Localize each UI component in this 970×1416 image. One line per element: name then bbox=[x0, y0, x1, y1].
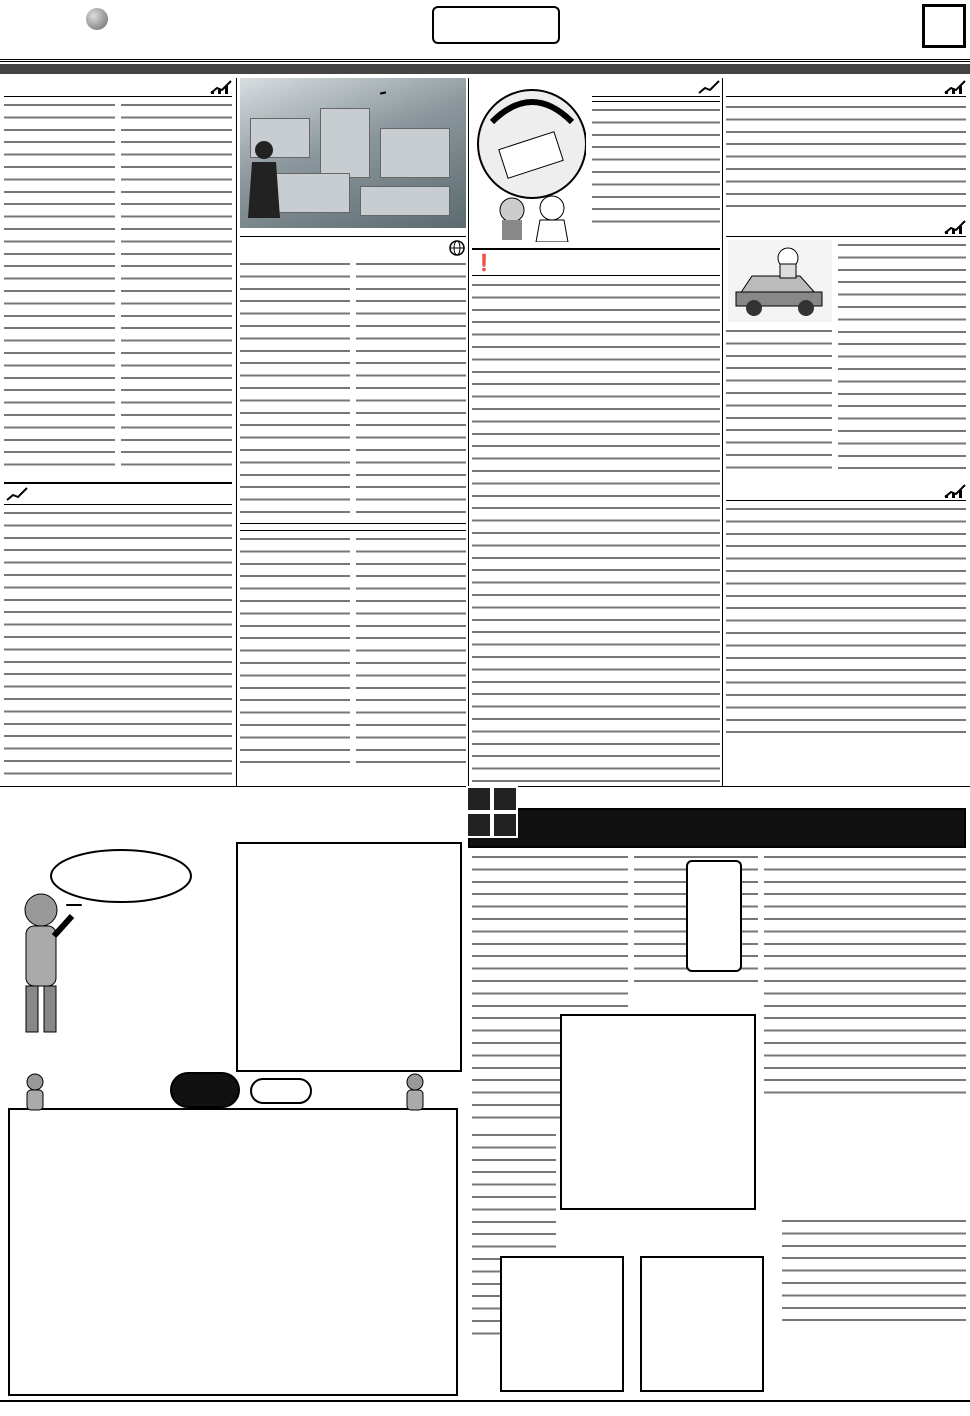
article-title[interactable] bbox=[726, 78, 966, 97]
article-body bbox=[4, 100, 115, 476]
solution-number-badge bbox=[170, 1072, 240, 1108]
article-body bbox=[726, 326, 832, 476]
article-body bbox=[4, 508, 232, 780]
globe-icon bbox=[86, 8, 108, 30]
logo-letter bbox=[492, 812, 518, 838]
solution-grid-normal bbox=[500, 1256, 624, 1392]
chart-icon bbox=[944, 484, 966, 498]
article-title[interactable] bbox=[240, 526, 466, 531]
exclamation-icon: ❗ bbox=[474, 253, 494, 272]
crossword-instructions bbox=[468, 808, 966, 848]
article-title[interactable] bbox=[472, 248, 720, 276]
page-header bbox=[0, 0, 970, 62]
article-body bbox=[356, 259, 466, 519]
logo-letter bbox=[492, 786, 518, 812]
article-body bbox=[240, 259, 350, 519]
chart-icon bbox=[944, 80, 966, 94]
crossword-grid[interactable] bbox=[560, 1014, 756, 1210]
article-body bbox=[121, 100, 232, 476]
article-title[interactable] bbox=[240, 232, 466, 237]
column-rule bbox=[722, 78, 723, 786]
article-body bbox=[726, 102, 966, 212]
article-title[interactable] bbox=[726, 218, 966, 237]
page-footer bbox=[0, 1400, 970, 1416]
mascot-small bbox=[400, 1072, 430, 1112]
page-number bbox=[922, 4, 966, 48]
crossword-badge bbox=[686, 860, 742, 972]
right-column bbox=[726, 78, 966, 786]
article-title[interactable] bbox=[4, 78, 232, 97]
cartoon-car-illustration bbox=[728, 240, 832, 322]
vertical-clue-block bbox=[782, 1216, 966, 1346]
solution-grid bbox=[8, 1108, 458, 1396]
chart-icon bbox=[944, 220, 966, 234]
column-rule bbox=[236, 78, 237, 786]
banner-strip bbox=[0, 64, 970, 74]
word-puzzle-grid[interactable] bbox=[236, 842, 462, 1072]
article-body bbox=[838, 240, 966, 476]
logo-letter bbox=[466, 786, 492, 812]
article-title[interactable] bbox=[726, 482, 966, 501]
grid-row-numbers bbox=[760, 1014, 774, 1210]
mascot-figure bbox=[6, 886, 76, 1046]
crossword-logo bbox=[466, 786, 530, 844]
chart-icon bbox=[698, 80, 720, 94]
word-puzzle-instructions bbox=[4, 790, 460, 842]
chart-icon bbox=[6, 487, 28, 501]
article-body bbox=[356, 534, 466, 766]
article-body bbox=[726, 504, 966, 736]
article-body bbox=[240, 534, 350, 766]
solution-grid-special bbox=[640, 1256, 764, 1392]
article-title[interactable] bbox=[592, 78, 720, 97]
left-middle-column bbox=[240, 232, 466, 786]
left-column bbox=[4, 78, 232, 786]
clue-text bbox=[782, 1216, 966, 1326]
globe-icon bbox=[448, 239, 466, 257]
article-subtitle bbox=[592, 97, 720, 102]
column-rule bbox=[468, 78, 469, 786]
solution-title bbox=[250, 1078, 312, 1104]
logo-letter bbox=[466, 812, 492, 838]
wedding-cartoon-illustration bbox=[472, 82, 586, 242]
newspaper-logo bbox=[8, 4, 112, 56]
person-silhouette bbox=[244, 138, 284, 218]
article-title[interactable] bbox=[4, 482, 232, 505]
word-list-panel bbox=[6, 846, 230, 1064]
section-title bbox=[432, 6, 560, 44]
mascot-small bbox=[20, 1072, 50, 1112]
article-body bbox=[472, 280, 720, 786]
middle-column bbox=[472, 78, 720, 786]
article-body bbox=[592, 105, 720, 223]
article-lede bbox=[726, 97, 966, 100]
city-photo bbox=[240, 78, 466, 228]
chart-icon bbox=[210, 80, 232, 94]
